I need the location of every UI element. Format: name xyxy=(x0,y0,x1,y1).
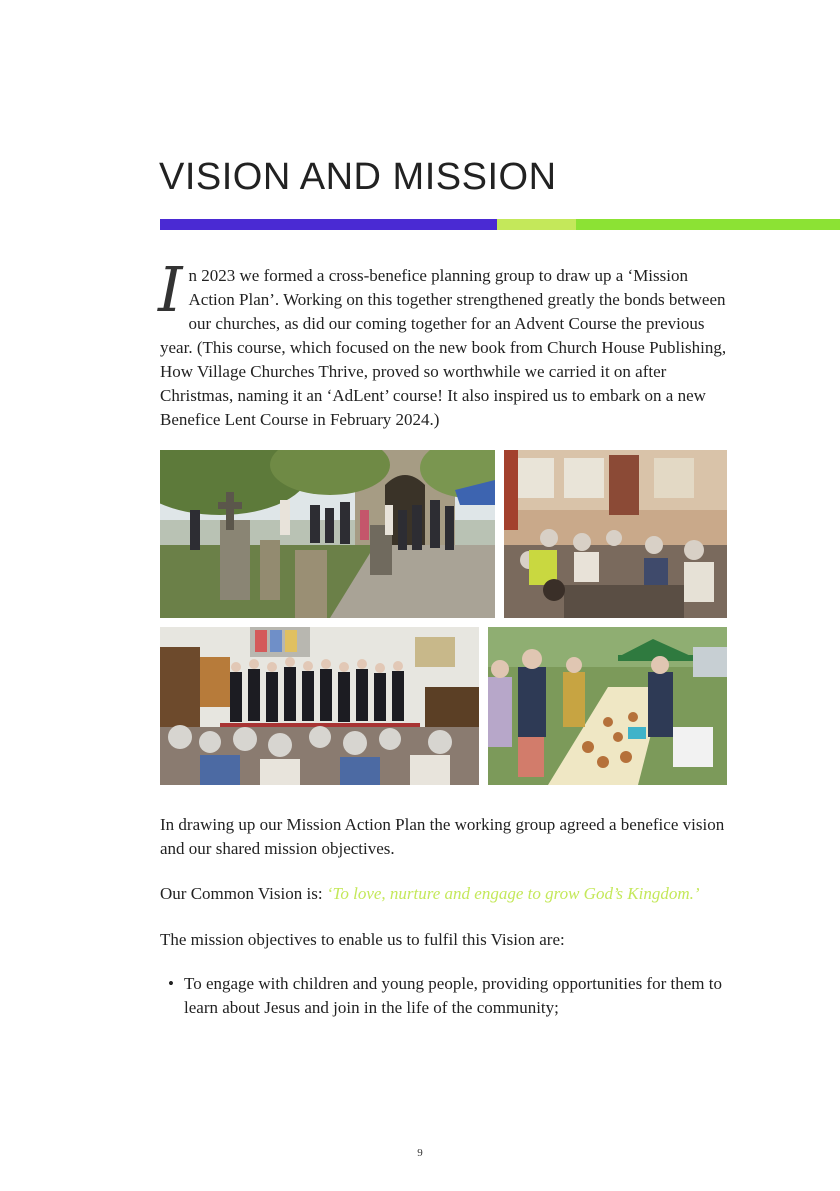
page-number: 9 xyxy=(417,1147,423,1159)
vision-paragraph xyxy=(160,882,728,906)
intro-paragraph xyxy=(158,253,728,432)
map-paragraph: In drawing up our Mission Action Plan the working group agreed a benefice vision and our shared mission objectives. xyxy=(160,815,725,858)
outdoor-stall-photo xyxy=(488,627,727,785)
drop-cap: I xyxy=(158,253,183,326)
vision-quote: ‘To love, nurture and engage to grow God’s Kingdom.’ xyxy=(326,884,700,903)
list-item xyxy=(160,972,728,1020)
objectives-intro: The mission objectives to enable us to fulfil this Vision are: xyxy=(160,930,565,949)
intro-text: n 2023 we formed a cross-benefice planning group to draw up a ‘Mission Action Plan’. Working on this together strengthened greatly the bonds between our churches, as did our coming together for an Advent Course the previous year. (This course, which focused on the new book from Church House Publishing, How Village Churches Thrive, proved so worthwhile we carried it on after Christmas, naming it an ‘AdLent’ course! It also inspired us to embark on a new Benefice Lent Course in February 2024.) xyxy=(160,266,727,429)
title-rule-lime xyxy=(497,219,576,230)
objective-text: To engage with children and young people, providing opportunities for them to learn about Jesus and join in the life of the community; xyxy=(184,974,722,1017)
hall-meeting-photo xyxy=(504,450,727,618)
objectives-list xyxy=(160,972,728,1020)
bullet-icon: • xyxy=(168,974,174,993)
churchyard-gathering-photo xyxy=(160,450,495,618)
vision-label: Our Common Vision is: xyxy=(160,884,327,903)
title-rule-green xyxy=(576,219,840,230)
choir-concert-photo xyxy=(160,627,479,785)
page-title: VISION AND MISSION xyxy=(159,156,557,198)
title-rule-purple xyxy=(160,219,497,230)
